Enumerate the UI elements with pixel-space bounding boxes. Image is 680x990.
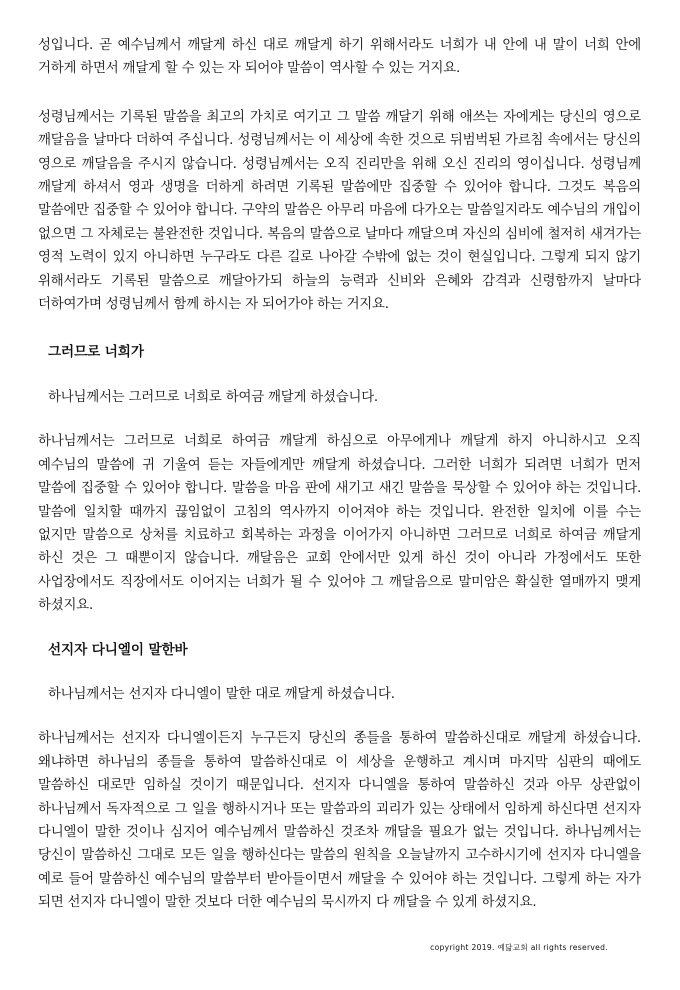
section-heading-1: 그러므로 너희가 <box>48 344 144 361</box>
section-heading-2: 선지자 다니엘이 말한바 <box>48 641 188 658</box>
copyright-footer: copyright 2019. 예닮교회 all rights reserved. <box>430 943 608 952</box>
paragraph-3: 하나님께서는 그러므로 너희로 하여금 깨달게 하심으로 아무에게나 깨달게 하지 아니하시고 오직 예수님의 말씀에 귀 기울여 듣는 자들에게만 깨달게 하셨습니다. 그러한 너희가 되려면 너희가 먼저 말씀에 집중할 수 있어야 합니다. 말씀을 마음 판에 새기고 새긴 말씀을 묵상할 수 있어야 하는 것입니다. 말씀에 일치할 때까지 끊임없이 고침의 역사까지 이어져야 하는 것입니다. 완전한 일치에 이를 수는 없지만 말씀으로 상처를 치료하고 회복하는 과정을 이어가지 아니하면 그러므로 너희로 하여금 깨달게 하신 것은 그 때뿐이지 않습니다. 깨달음은 교회 안에서만 있게 하신 것이 아니라 가정에서도 또한 사업장에서도 직장에서도 이어지는 너희가 될 수 있어야 그 깨달음으로 말미암은 확실한 열매까지 맺게 하셨지요. <box>38 434 641 614</box>
spacer <box>38 409 641 430</box>
paragraph-4: 하나님께서는 선지자 다니엘이든지 누구든지 당신의 종들을 통하여 말씀하신대로 깨달게 하셨습니다. 왜냐하면 하나님의 종들을 통하여 말씀하신대로 이 세상을 운행하고 계시며 마지막 심판의 때에도 말씀하신 대로만 임하실 것이기 때문입니다. 선지자 다니엘을 통하여 말씀하신 것과 아무 상관없이 하나님께서 독자적으로 그 일을 행하시거나 또는 말씀과의 괴리가 있는 상태에서 임하게 하신다면 선지자 다니엘이 말한 것이나 심지어 예수님께서 말씀하신 것조차 깨달을 필요가 없는 것입니다. 하나님께서는 당신이 말씀하신 그대로 모든 일을 행하신다는 말씀의 원칙을 오늘날까지 고수하시기에 선지자 다니엘을 예로 들어 말씀하신 예수님의 말씀부터 받아들이면서 깨달을 수 있어야 하는 것입니다. 그렇게 하는 자가 되면 선지자 다니엘이 말한 것보다 더한 예수님의 묵시까지 다 깨달을 수 있게 하셨지요. <box>38 731 641 911</box>
paragraph-2: 성령님께서는 기록된 말씀을 최고의 가치로 여기고 그 말씀 깨달기 위해 애쓰는 자에게는 당신의 영으로 깨달음을 날마다 더하여 주십니다. 성령님께서는 이 세상에 속한 것으로 뒤범벅된 가르침 속에서는 당신의 영으로 깨달음을 주시지 않습니다. 성령님께서는 오직 진리만을 위해 오신 진리의 영이십니다. 성령님께 깨달게 하셔서 영과 생명을 더하게 하려면 기록된 말씀에만 집중할 수 있어야 합니다. 그것도 복음의 말씀에만 집중할 수 있어야 합니다. 구약의 말씀은 아무리 마음에 다가오는 말씀일지라도 예수님의 개입이 없으면 그 자체로는 불완전한 것입니다. 복음의 말씀으로 날마다 깨달으며 자신의 심비에 철저히 새겨가는 영적 노력이 있지 아니하면 누구라도 다른 길로 나아갈 수밖에 없는 것이 현실입니다. 그렇게 되지 않기 위해서라도 기록된 말씀으로 깨달아가되 하늘의 능력과 신비와 은혜와 감격과 신령함까지 날마다 더하여가며 성령님께서 함께 하시는 자 되어가야 하는 거지요. <box>38 109 641 313</box>
section-lead-1: 하나님께서는 그러므로 너희로 하여금 깨달게 하셨습니다. <box>48 389 378 405</box>
spacer <box>38 365 641 386</box>
paragraph-1: 성입니다. 곧 예수님께서 깨달게 하신 대로 깨달게 하기 위해서라도 너희가 내 안에 내 말이 너희 안에 거하게 하면서 깨달게 할 수 있는 자 되어야 말씀이 역사할 수 있는 거지요. <box>38 38 641 77</box>
spacer <box>38 662 641 683</box>
spacer <box>38 81 641 106</box>
spacer <box>38 706 641 727</box>
document-page <box>38 34 641 915</box>
spacer <box>38 316 641 341</box>
section-lead-2: 하나님께서는 선지자 다니엘이 말한 대로 깨달게 하셨습니다. <box>48 686 395 702</box>
spacer <box>38 618 641 639</box>
